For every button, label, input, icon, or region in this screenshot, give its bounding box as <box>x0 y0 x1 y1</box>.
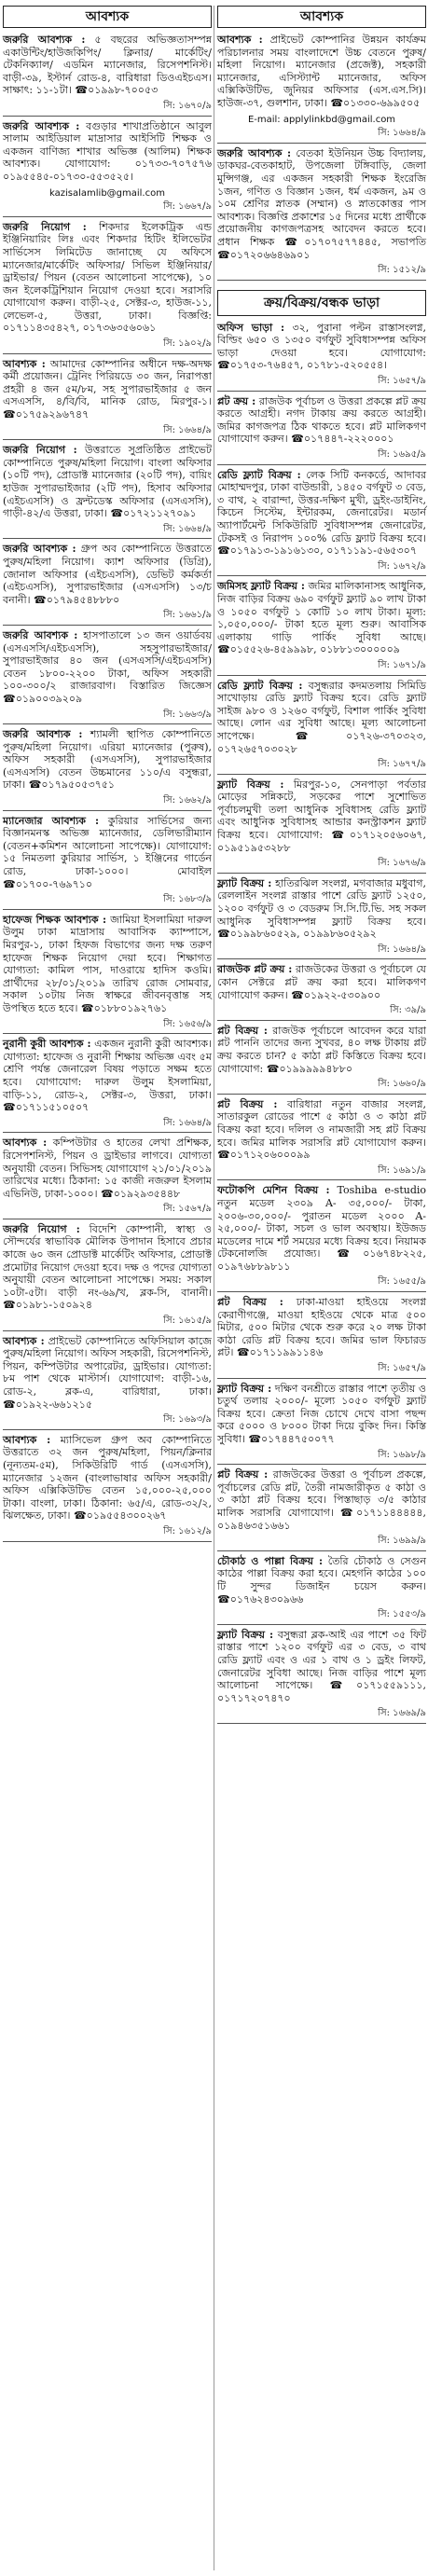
ad-body <box>217 1184 426 1274</box>
ad-text: প্রাইভেট কোম্পানিতে অফিসিয়াল কাজে পুরুষ/মহিলা নিয়োগ। অফিস সহকারী, রিসেপশনিস্ট, পিয়ন, কম্পিউটার অপারেটর, ড্রাইভার। যোগ্যতা: ৮ম পাশ থেকে মাস্টার্স। যোগাযোগ: বাড়ী-১৬, রোড-২, ব্লক-এ, বারিধারা, ঢাকা। ☎০১৯২২-৬৬১২১৫ <box>3 1334 212 1411</box>
ad-text: হাসপাতালে ১৩ জন ওয়ার্ডবয় (এসএসসি/এইচএসসি), সহসুপারভাইজার/সুপারভাইজার ৪০ জন (এসএসসি/এইচএসসি) বেতন ১৮০০-২২০০ টাকা, অফিস সহকারী ১০০-৩০০/২ রাজারবাগ। বিস্তারিত জিজ্ঞেস ☎০১৯০০৩৯২০৯ <box>3 628 212 705</box>
ad-lead: ফ্ল্যাট বিক্রয় : <box>217 778 284 791</box>
classified-ad <box>217 1184 426 1292</box>
ad-body <box>3 34 212 99</box>
classified-ad <box>217 963 426 1020</box>
ad-lead: ম্যানেজার আবশ্যক : <box>3 814 100 827</box>
ad-body <box>217 395 426 448</box>
classified-ad <box>217 34 426 144</box>
ad-lead: অফিস ভাড়া : <box>217 321 285 334</box>
classified-ad <box>3 543 212 626</box>
ad-reference: সি: ১৬৭২/৯ <box>217 559 426 577</box>
ad-text: আমাদের কোম্পানির অধীনে দক্ষ-অদক্ষ কর্মী প্রয়োজন। ট্রেনিং পিরিয়ডে ৩০ জন, নিরাপত্তা প্রহরী ৪ জন ৫ম/৮ম, সহ সুপারভাইজার ৫ জন এসএসসি, ৪/বি/বি, মানিক রোড, মিরপুর-১। ☎০১৭৫৯২৯৬৭৪৭ <box>3 357 212 421</box>
ad-body <box>3 221 212 337</box>
classified-ad <box>217 1629 426 1724</box>
ad-reference: সি: ১৬৭১/৯ <box>217 658 426 676</box>
ad-lead: আবশ্যক : <box>217 34 263 46</box>
ad-body <box>217 34 426 112</box>
classified-ad <box>217 680 426 775</box>
ad-reference: সি: ১৬৬৪/৯ <box>217 126 426 144</box>
ad-reference: সি: ১৬৯৮/৯ <box>217 1448 426 1466</box>
ad-text: রাজউকের উত্তরা ও পূর্বাচলে যে কোন সেক্টরে প্লট ক্রয় করা হবে। মালিকগণ যোগাযোগ করুন। ☎০১৯২২-৫৩০৯০০ <box>217 963 426 1001</box>
ad-body <box>3 1335 212 1413</box>
ad-text: মিরপুর-১০, সেনপাড়া পর্বতার মোড়ের সন্নিকটে, সড়কের পাশে সুশোভিত পূর্বাচলমুখী তলা আধুনিক সুবিধাসহ রেডি ফ্ল্যাট এবং আধুনিক সুবিধাসহ আন্ডার কনস্ট্রাকশন ফ্ল্যাট বিক্রয় হবে। যোগাযোগ: ☎০১৭১২০৫৬০৬৭, ০১৯৫১৯৫৩২৮৮ <box>217 778 426 854</box>
ad-text: বেতকা ইউনিয়ন উচ্চ বিদ্যালয়, ডাকঘর-বেতকাহাট, উপজেলা টঙ্গিবাড়ি, জেলা মুন্সিগঞ্জ, এর একজন সহকারী শিক্ষক ইংরেজি ১জন, গণিত ও বিজ্ঞান ১জন, ধর্ম একজন, ৯ম ও ১০ম শ্রেণির স্নাতক (সম্মান) ও স্নাতকোত্তর পাস আবশ্যক। বিজ্ঞপ্তি প্রকাশের ১৫ দিনের মধ্যে প্রার্থীকে প্রয়োজনীয় কাগজপত্রসহ আবেদন করতে হবে। প্রধান শিক্ষক ☎০১৭০৭৫৭৭৪৪৫, সভাপতি ☎০১৭২০৬৬৪৬৯০১ <box>217 146 426 261</box>
classified-ad <box>217 469 426 577</box>
ad-email: kazisalamlib@gmail.com <box>49 187 165 199</box>
ad-reference: সি: ১৬৬২/৯ <box>3 793 212 811</box>
classified-ad <box>217 1296 426 1379</box>
ad-lead: ফ্ল্যাট বিক্রয় : <box>217 1382 272 1395</box>
ad-reference: সি: ১৬৯১/৯ <box>217 1164 426 1181</box>
ad-text: কুরিয়ার সার্ভিসের জন্য বিজ্ঞানমনস্ক অভিজ্ঞ ম্যানেজার, ডেলিভারীম্যান (বেতন+কমিশন আলোচনা সাপেক্ষে)। যোগাযোগ: ১৫ নিমতলা কুরিয়ার সার্ভিস, ১ ইঞ্জিনের গার্ডেন রোড, ঢাকা-১০০০। মোবাইল ☎০১৭০০-৭৬৯৭১০ <box>3 814 213 890</box>
sale-rent-section-header: ক্রয়/বিক্রয়/বন্ধক ভাড়া <box>217 290 426 316</box>
ad-body <box>217 778 426 857</box>
ad-reference: সি: ১৬১২/৯ <box>3 1524 212 1542</box>
ad-text: দক্ষিণ বনশ্রীতে রাস্তার পাশে তৃতীয় ও চতুর্থ তলায় ২০০০/- মূল্যে ১০৫০ বর্গফুট ফ্ল্যাট বিক্রয় হবে। ক্রেতা নিজ চোখে দেখে বাসা পছন্দ করে ৫০০০ ও ৮০০০ টাকা দিয়ে বুকিং দিন। কিস্তি সুবিধা। ☎০১৭৪৪৭৫০০৭৭ <box>217 1382 426 1445</box>
ad-reference: সি: ৩৯/৯ <box>217 1003 426 1021</box>
ad-reference: সি: ১৬৬৪/৯ <box>217 943 426 960</box>
ad-reference: সি: ১৬৫৬/৯ <box>3 1017 212 1035</box>
ad-reference: সি: ১৫৬৭/৯ <box>3 1202 212 1219</box>
ad-reference: সি: ১৬৫৭/৯ <box>217 374 426 392</box>
ad-lead: জরুরি নিয়োগ : <box>3 444 77 457</box>
ad-text: তৈরি চৌকাঠ ও সেগুন কাঠের পাল্লা বিক্রয় করা হবে। মেহগনি কাঠের ১০০ টি সুন্দর ডিজাইন চয়েস করুন। ☎০১৭৬২৪৩০৯৬৬ <box>217 1554 426 1605</box>
left-column <box>3 6 212 1546</box>
ad-lead: জরুরি আবশ্যক : <box>217 146 292 159</box>
right-column <box>217 6 426 1728</box>
ad-body <box>217 680 426 758</box>
ad-text: রাজউক পূর্বাচলে আবেদন করে যারা প্লট পাননি তাদের জন্য সুখবর, ৪০ লক্ষ টাকায় প্লট ক্রয় করতে চান? ৫ কাঠা প্লট কিস্তিতে বিক্রয় হবে। যোগাযোগ: ☎০১৯৯৯৯৯৪৮৮০ <box>217 1024 426 1075</box>
classified-ad <box>217 1468 426 1551</box>
classified-ad <box>217 395 426 465</box>
ad-text: লেক সিটি কনকর্ডে, আদাবর মোহাম্মদপুর, ঢাকা বাউন্ডারী, ১৪৫০ বর্গফুট ৩ বেড, ৩ বাথ, ২ বারান্দা, উত্তর-দক্ষিণ মুখী, ড্রইং-ডাইনিং, কিচেন সিস্টেম, ইন্টারকম, জেনারেটর। মডার্ন অ্যাপার্টমেন্ট সিকিউরিটি সুবিধাসম্পন্ন জেনারেটর, টেকসই ও নিরাপদ ১০০% রেডি ফ্ল্যাট বিক্রয় হবে। ☎০১৭৯১৩-১৯১৬১৩০, ০১৭১১৯১-৫৬৫৩০৭ <box>217 468 426 558</box>
classified-ad <box>217 147 426 281</box>
ad-body <box>3 358 212 423</box>
ad-lead: জরুরি আবশ্যক : <box>3 543 76 556</box>
ad-body <box>217 1629 426 1707</box>
ad-lead: ফ্ল্যাট বিক্রয় : <box>217 876 272 889</box>
ad-reference: সি: ১৬৯৯/৯ <box>217 1534 426 1551</box>
classified-ad <box>217 1383 426 1466</box>
classified-ad <box>3 221 212 354</box>
ad-lead: ফটোকপি মেশিন বিক্রয় : <box>217 1184 330 1197</box>
ad-body <box>3 914 212 1017</box>
ad-text: কম্পিউটার ও হাতের লেখা প্রশিক্ষক, রিসেপশনিস্ট, পিয়ন ও ড্রাইভার লাগবে। যোগ্যতা অনুযায়ী বেতন। সিভিসহ যোগাযোগ ২১/০১/২০১৯ তারিখের মধ্যে। ঠিকানা: ১৫ কাজী নজরুল ইসলাম এভিনিউ, ঢাকা-১০০০। ☎০১৯২৯৩৫৪৪৮ <box>3 1136 212 1200</box>
ad-text: ম্যাসিভেল গ্রুপ অব কোম্পানিতে উত্তরাতে ৩২ জন পুরুষ/মহিলা, পিয়ন/ক্লিনার (নূন্যতম-৫ম), সিকিউরিটি গার্ড (এসএসসি), ম্যানেজার ১২জন (বাংলাভাষার অফিস সহকারী/অফিস এক্সিকিউটিভ বেতন ১৫,০০০-২৫,০০০ টাকা। বাংলা, ঢাকা। ঠিকানা: ৬৫/এ, রোড-৩২/২, ঝিলক্ষেত, ঢাকা। ☎০১৯৫৫৪৩০০২৬৭ <box>3 1433 212 1522</box>
ad-lead: নুরানী কুরী আবশ্যক : <box>3 1038 91 1051</box>
ad-lead: ফ্ল্যাট বিক্রয় : <box>217 1628 274 1641</box>
ad-text: বারিধারা নতুন বাজার সংলগ্ন, সাতারকুল রোডের পাশে ৫ কাঠা ও ৩ কাঠা প্লট বিক্রয় করা হবে। দলিল ও নামজারী সহ প্লট বিক্রয় হবে। জমির মালিক সরাসরি প্লট যোগাযোগ করুন। ☎০১৭১২০৬০০০৯৯ <box>217 1097 426 1162</box>
ad-body <box>3 444 212 522</box>
ad-lead: জরুরি নিয়োগ : <box>3 1222 80 1235</box>
classified-ad <box>3 358 212 441</box>
ad-lead: হাফেজ শিক্ষক আবশ্যক : <box>3 913 107 926</box>
ad-body <box>217 963 426 1003</box>
ad-reference: সি: ১৬৬৩/৯ <box>3 708 212 725</box>
ad-text: ৫ বছরের অভিজ্ঞতাসম্পন্ন একাউন্টিং/হাউজকিপিং/ ক্লিনার/ মার্কেটিং/টেকনিক্যাল/ এডমিন ম্যানেজার, রিসেপশনিস্ট। বাড়ী-৩৯, ইস্টার্ন রোড-৪, বারিধারা ডিওএইচএস। সাক্ষাৎ: ১১-১টা। ☎০১৯৯৮-৭০০৫৩ <box>3 34 213 97</box>
ad-reference: সি: ১৬৬৪/৯ <box>3 1116 212 1134</box>
classified-ad <box>217 322 426 392</box>
ad-lead: রাজউক প্লট ক্রয় : <box>217 963 293 976</box>
ad-reference: সি: ১৬৯৩/৯ <box>3 1412 212 1430</box>
ad-text: হাতিরঝিল সংলগ্ন, মগবাজার মধুবাগ, রেললাইন সংলগ্ন রাস্তার পাশে রেডি ফ্ল্যাট ১২৫০, ১২০০ বর্গফুট ও ৩ বেডরুম সি.সি.টি.ভি. সহ সকল আধুনিক সুবিধাসম্পন্ন ফ্ল্যাট বিক্রয় হবে। ☎০১৯৯৮৬০৫২৯, ০১৯৯৮৬০৫২৯২ <box>217 876 427 941</box>
ad-text: বসুন্ধরার কদমতলায় সিমিডি সাখোড়ায় রেডি ফ্ল্যাট বিক্রয় হবে। রেডি ফ্ল্যাট সাইজ ৯৮০ ও ১২৬০ বর্গফুট, বিশাল পার্কিং সুবিধা আছে। লোন এর সুবিধা আছে। মূল্য আলোচনা সাপেক্ষে। ☎০১৭২৬-৩৭০৩২৩, ০১৭২৬৫৭০৩০২৮ <box>217 679 426 755</box>
classified-ad <box>217 778 426 874</box>
ad-reference: সি: ১৬৯৫/৯ <box>217 448 426 465</box>
ad-lead: আবশ্যক : <box>3 1334 45 1347</box>
ad-text: উত্তরাতে সুপ্রতিষ্ঠিত প্রাইভেট কোম্পানিতে পুরুষ/মহিলা নিয়োগ। বাংলা অফিসার (১০টি পদ), প্রোডাক্ট ম্যানেজার (২০টি পদ), বায়িং হাউজ সুপারভাইজার (২টি পদ), হিসাব অফিসার (এইচএসসি) ও ফ্রন্টডেস্ক অফিসার (এসএসসি), গাড়ী-৪২/এ উত্তরা, ঢাকা। ☎০১৭২১১২৭০৯১ <box>3 444 212 520</box>
ad-lead: প্লট ক্রয় : <box>217 394 256 407</box>
ad-body <box>3 815 212 893</box>
left-column-header: আবশ্যক <box>3 6 212 28</box>
ad-lead: চৌকাঠ ও পাল্লা বিক্রয় : <box>217 1554 324 1567</box>
ad-reference: সি: ১৫৫৩/৯ <box>217 1607 426 1625</box>
ad-lead: প্লট বিক্রয় : <box>217 1097 278 1110</box>
classified-ad <box>3 1335 212 1430</box>
ad-body <box>217 322 426 374</box>
classified-ad <box>3 444 212 539</box>
classified-ad <box>3 1136 212 1219</box>
ad-reference: সি: ১৬৬৯/৯ <box>217 1706 426 1724</box>
classified-ad <box>217 877 426 960</box>
classified-ad <box>3 728 212 811</box>
ad-reference: সি: ১৬৬৪/৯ <box>3 423 212 441</box>
ad-text: জমির মালিকানাসহ আধুনিক, নিজ বাড়ির বিক্রয় ৬৯০ বর্গফুট ফ্ল্যাট ৯০ লাখ টাকা ও ১০৫০ বর্গফুট ১ কোটি ১০ লাখ টাকা। মূল্য: ১,০৫০,০০০/- টাকা হতে মূল্য শুরু। আবাসিক এলাকায় গাড়ি পার্কিং সুবিধা আছে। ☎০১৫৫২৬-৪৫৯৯৯৮, ০১৮৮১৩০০০০০৯ <box>217 580 427 656</box>
classified-ad <box>3 1223 212 1331</box>
ad-text: শ্যামলী স্থাপিত কোম্পানিতে পুরুষ/মহিলা নিয়োগ। এরিয়া ম্যানেজার (পুরুষ), অফিস সহকারী (এসএসসি), সুপারভাইজার (এসএসসি) বেতন উচ্চমানের ১১০/এ বসুন্ধরা, ঢাকা। ☎০১৭৯৫০৫৩৭৫১ <box>3 728 212 792</box>
ad-reference: সি: ১৬৫৫/৯ <box>217 1274 426 1292</box>
ad-reference: সি: ১৬৭০/৯ <box>3 99 212 117</box>
ad-body <box>217 877 426 943</box>
ad-text: ঢাকা-মাওয়া হাইওয়ে সংলগ্ন কেরাণীগঞ্জে, মাওয়া হাইওয়ে থেকে মাত্র ৫০০ মিটার, ৫০০ মিটার থেকে শুরু করে ২০ লক্ষ টাকা কাঠা রেডি প্লট বিক্রয় হবে। জমির ভাল ফিচারড প্লট। ☎০১৭১১৯৯১১৪৬ <box>217 1296 426 1359</box>
ad-reference: সি: ১৬৭৭/৯ <box>217 757 426 775</box>
classified-ad <box>3 34 212 117</box>
classified-ad <box>3 1434 212 1542</box>
ad-lead: প্লট বিক্রয় : <box>217 1024 268 1037</box>
ad-lead: আবশ্যক : <box>3 357 46 370</box>
ad-text: একজন নুরানী কুরী আবশ্যক। যোগ্যতা: হাফেজ ও নুরানী শিক্ষায় অভিজ্ঞ এবং ৫ম শ্রেণি পর্যন্ত জেনারেল বিষয় পড়াতে সক্ষম হতে হবে। যোগাযোগ: দারুল উলুম ইসলামিয়া, বাড়ি-১১, রোড-২, সেক্টর-৩, উত্তরা, ঢাকা। ☎০১৭১১৫১০৫০৭ <box>3 1038 213 1114</box>
ad-text: Toshiba e-studio নতুন মডেল ২৩০৯ A- ৩৫,০০০/- টাকা, ২০০৬-৩০,০০০/- পুরাতন মডেল ২০০০ A- ২৫,০০০/- টাকা, সচল ও ভাল অবস্থায়। ইউজড মডেলের দামে শর্ট সময়ের মধ্যে বিক্রয় হবে। নিয়ামক টেকনোলজি প্রযোজ্য। ☎০১৬৭৪৮২২৫, ০১৯৭৬৮৮৯৮১১ <box>217 1184 427 1273</box>
ad-lead: রেডি ফ্ল্যাট বিক্রয় : <box>217 679 303 692</box>
ad-phone: ☎০১৩৩০-৬৯৯৫০৫ <box>330 96 421 109</box>
classified-ad <box>217 1555 426 1625</box>
ad-body <box>217 1383 426 1448</box>
ad-text: ৩২, পুরানা পল্টন রাস্তাসংলগ্ন, বিল্ডিং ৬৫০ ও ১৩৫০ বর্গফুট সুবিধাসম্পন্ন অফিস ভাড়া দেওয়া হবে। যোগাযোগ: ☎০১৭৫৩-৭৬৪৫৭, ০১৭৮১-৫২০৫৫৪। <box>217 321 426 372</box>
ad-lead: জরুরি আবশ্যক : <box>3 34 86 46</box>
ad-lead: আবশ্যক : <box>3 1433 51 1446</box>
ad-lead: জরুরি আবশ্যক : <box>3 728 83 741</box>
ad-body <box>3 543 212 608</box>
ad-lead: জরুরি নিয়োগ : <box>3 220 87 233</box>
ad-text: বগুড়ার শাখাপ্রতিষ্ঠানে আবুল সালাম আইডিয়াল মাদ্রাসার আইসিটি শিক্ষক ও একজন বাণিজ্য শাখার অভিজ্ঞ (আলিম) শিক্ষক আবশ্যক। যোগাযোগ: ০১৭৩৩-৭০৭৫৭৬ ০১৯৫৫৪৫-০১৭৩০-৫৫৩৫২৫। <box>3 119 213 183</box>
ad-body <box>3 1038 212 1116</box>
ad-reference: সি: ১৬৬১/৯ <box>3 608 212 626</box>
ad-reference: সি: ১৬৬৪/৯ <box>3 522 212 540</box>
ad-text: প্রাইভেট কোম্পানির উন্নয়ন কার্যক্রম পরিচালনার সময় বাংলাদেশে উচ্চ বেতনে পুরুষ/মহিলা নিয়োগ। ম্যানেজার (প্রজেক্ট), সহকারী ম্যানেজার, এসিস্ট্যান্ট ম্যানেজার, অফিস এক্সিকিউটিভ, জুনিয়র অফিসার (এস.এস.সি)। হাউজ-৩৭, গুলশান, ঢাকা। <box>217 34 426 109</box>
ad-body <box>3 728 212 793</box>
ad-body <box>217 1296 426 1361</box>
classified-ad <box>3 1038 212 1133</box>
ad-reference: সি: ১৬৫৭/৯ <box>217 1361 426 1379</box>
ad-text: রাজউকের উত্তরা ও পূর্বাচল প্রকল্পে, পূর্বাচলের রেডি প্লট, তৈরী নামজারীকৃত ৫ কাঠা ও ৩ কাঠা প্লট বিক্রয় হবে। পিস্তাছাড় ৩/৫ কাঠার মালিক সরাসরি যোগাযোগ। ☎০১৭১১৪৪৪৪৪, ০১৯৪৬৩৫১৬৬১ <box>217 1468 427 1532</box>
classified-ad <box>3 120 212 217</box>
ad-body <box>217 1468 426 1534</box>
classified-ad <box>217 1025 426 1095</box>
right-bottom-ads <box>217 322 426 1724</box>
ad-body <box>217 1555 426 1607</box>
ad-lead: প্লট বিক্রয় : <box>217 1296 283 1309</box>
ad-body <box>217 147 426 263</box>
ad-reference: সি: ১৯০২/৯ <box>3 337 212 354</box>
ad-reference: সি: ১৫১২/৯ <box>217 263 426 281</box>
ad-reference: সি: ১৬৬০/৯ <box>217 1077 426 1095</box>
ad-body <box>217 580 426 658</box>
ad-reference: সি: ১৬৮৩/৯ <box>3 892 212 910</box>
ad-body <box>3 629 212 708</box>
ad-lead: জরুরি আবশ্যক : <box>3 628 78 641</box>
ad-lead: আবশ্যক : <box>3 1136 48 1150</box>
ad-text: শিকদার ইলেকট্রিক এন্ড ইঞ্জিনিয়ারিং লিঃ এবং শিকদার হিটিং ইলিভেটর সার্ভিসেস লিমিটেড জানাচ্ছে যে অফিসে ম্যানেজার/মার্কেটিং অফিসার/ সিভিল ইঞ্জিনিয়ার/ ড্রাইভার/ পিয়ন (বেতন আলোচনা সাপেক্ষে), ১০ জন ইলেকট্রিশিয়ান নিয়োগ দেওয়া হবে। সরাসরি যোগাযোগ করুন। বাড়ী-২৫, সেক্টর-৩, হাউজ-১১, লেভেল-৫, উত্তরা, ঢাকা। বিজ্ঞপ্তি: ০১৭১১৪৩৫৪২৭, ০১৭৩৬৩৫৬০৬১ <box>3 220 212 335</box>
classified-ad <box>217 1098 426 1181</box>
classified-ad <box>3 914 212 1034</box>
ad-lead: রেডি ফ্ল্যাট বিক্রয় : <box>217 468 301 481</box>
ad-lead: জরুরি আবশ্যক : <box>3 119 80 132</box>
ad-email: E-mail: applylinkbd@gmail.com <box>247 114 396 125</box>
ad-body <box>217 1025 426 1077</box>
ad-text: বিদেশি কোম্পানী, স্বাস্থ্য ও সৌন্দর্যের স্বাভাবিক মৌলিক উপাদান হিসাবে প্রচার কাজে ৬০ জন প্রোডাক্ট মার্কেটিং অফিসার, প্রোডাক্ট প্রমোটার নিয়োগ দেওয়া হবে। দক্ষ ও পদের যোগ্যতা অনুযায়ী বেতন আলোচনা সাপেক্ষে। সময়: সকাল ১০টা-৫টা। বাড়ী নং-৬৯/খ, ব্লক-সি, বানানী। ☎০১৯৮১-১৫০৯২৪ <box>3 1222 213 1312</box>
ad-lead: জমিসহ ফ্ল্যাট বিক্রয় : <box>217 580 305 593</box>
classified-ad <box>217 580 426 675</box>
ad-text: জামিয়া ইসলামিয়া দারুল উলুম ঢাকা মাদ্রাসায় আবাসিক ক্যাম্পাসে, মিরপুর-১, ঢাকা হিফজ বিভাগের জন্য দক্ষ তরুণ হাফেজ শিক্ষক নিয়োগ দেয়া হবে। শিক্ষাগত যোগ্যতা: কামিল পাস, দাওরায়ে হাদিস কওমি। প্রার্থীদের ২৮/০১/২০১৯ তারিখ রোজ সোমবার, সকাল ১০টায় নিজ স্বাক্ষরে জীবনবৃত্তান্ত সহ উপস্থিত হতে হবে। ☎০১৮৮০১৯২৭৬১ <box>3 913 212 1014</box>
ad-body <box>3 1136 212 1202</box>
ad-body <box>217 1098 426 1164</box>
ad-text: বসুন্ধরা ব্লক-আই এর পাশে ৩৫ ফিট রাস্তার পাশে ১২০০ বর্গফুট এর ৩ বেড, ৩ বাথ রেডি ফ্ল্যাট এবং ও এর ১ বাথ ও ১ ড্রইং লিফট, জেনারেটর সুবিধা আছে। নিজ বাড়ির পাশে মূল্য আলোচনা সাপেক্ষে। ☎০১৭১৫৫৯১১১, ০১৭১৭২০৭৪৭০ <box>217 1628 426 1704</box>
ad-reference: সি: ১৬৭৬/৯ <box>217 856 426 874</box>
classified-ad <box>3 629 212 724</box>
classified-ad <box>3 815 212 910</box>
ad-reference: সি: ১৬৬৭/৯ <box>3 200 212 217</box>
ad-body <box>217 469 426 559</box>
right-column-header: আবশ্যক <box>217 6 426 28</box>
ad-text: রাজউক পূর্বাচল ও উত্তরা প্রকল্পে প্লট ক্রয় করতে আগ্রহী। নগদ টাকায় ক্রয় করতে আগ্রহী। জমির কাগজপত্র ঠিক থাকতে হবে। প্লট মালিকগণ যোগাযোগ করুন। ☎০১৭৪৪৭-২২২০০০১ <box>217 394 426 446</box>
ad-text: গ্রুপ অব কোম্পানিতে উত্তরাতে পুরুষ/মহিলা নিয়োগ। ক্যাশ অফিসার (ডিগ্রি), জোনাল অফিসার (এইচএসসি), ডেভিট কর্মকর্তা (এইচএসসি), সুপারভাইজার (এসএসসি) ১৩/চ বনানী। ☎০১৭৯৪৫৪৮৮৮০ <box>3 543 213 606</box>
ad-body <box>3 120 212 186</box>
ad-body <box>3 1223 212 1314</box>
ad-reference: সি: ১৬১৫/৯ <box>3 1314 212 1331</box>
ad-lead: প্লট বিক্রয় : <box>217 1468 269 1481</box>
right-top-ads <box>217 34 426 281</box>
ad-body <box>3 1434 212 1524</box>
